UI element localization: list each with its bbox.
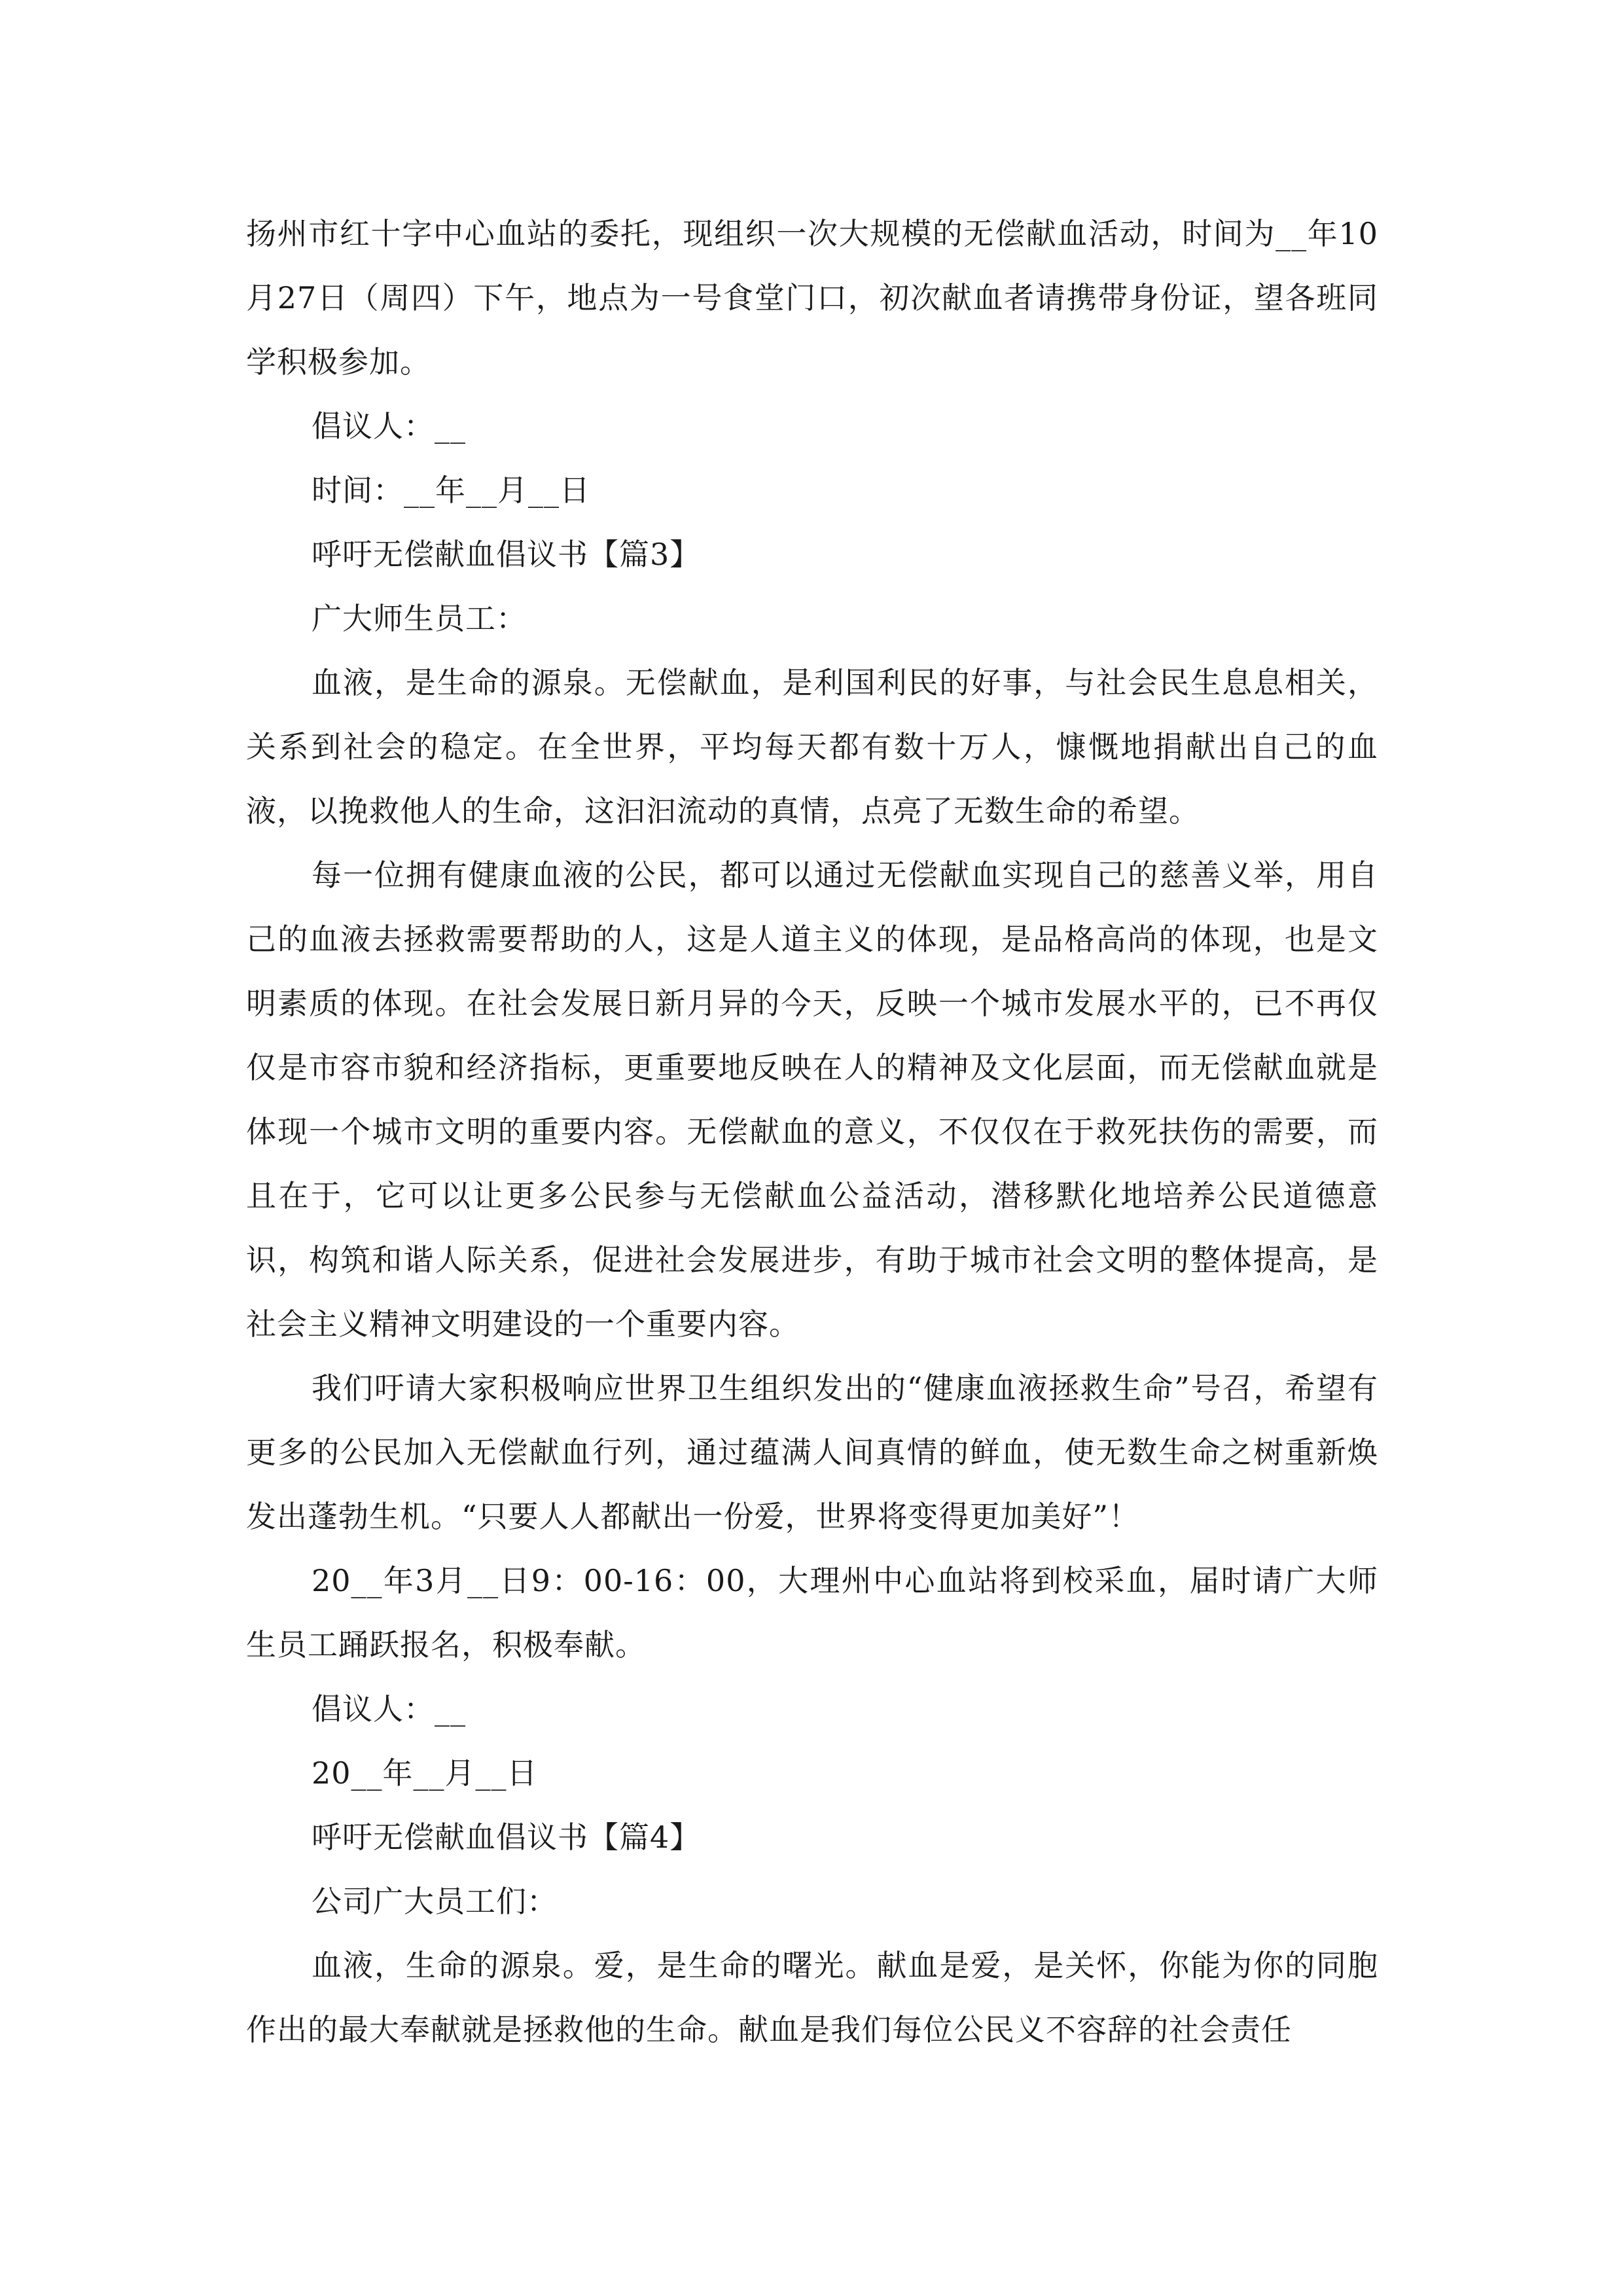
paragraph-continued-notice: 扬州市红十字中心血站的委托，现组织一次大规模的无偿献血活动，时间为__年10月27日（周四）下午，地点为一号食堂门口，初次献血者请携带身份证，望各班同学积极参加。 (246, 216, 1378, 380)
signature-initiator: 倡议人：__ (312, 408, 466, 444)
section-heading-3: 呼吁无偿献血倡议书【篇3】 (312, 537, 701, 572)
event-notice: 20__年3月__日9：00-16：00，大理州中心血站将到校采血，届时请广大师生员工踊跃报名，积极奉献。 (246, 1563, 1378, 1662)
section-heading-4: 呼吁无偿献血倡议书【篇4】 (312, 1820, 701, 1855)
body-paragraph: 血液，生命的源泉。爱，是生命的曙光。献血是爱，是关怀，你能为你的同胞作出的最大奉献就是拯救他的生命。献血是我们每位公民义不容辞的社会责任 (246, 1948, 1378, 2047)
salutation: 广大师生员工： (312, 601, 527, 636)
signature-date: 20__年__月__日 (312, 1755, 538, 1791)
signature-initiator: 倡议人：__ (312, 1691, 466, 1727)
salutation: 公司广大员工们： (312, 1884, 558, 1919)
body-paragraph: 血液，是生命的源泉。无偿献血，是利国利民的好事，与社会民生息息相关，关系到社会的稳定。在全世界，平均每天都有数十万人，慷慨地捐献出自己的血液，以挽救他人的生命，这汩汩流动的真情，点亮了无数生命的希望。 (246, 665, 1378, 829)
signature-date: 时间：__年__月__日 (312, 473, 590, 508)
body-paragraph: 我们吁请大家积极响应世界卫生组织发出的“健康血液拯救生命”号召，希望有更多的公民加入无偿献血行列，通过蕴满人间真情的鲜血，使无数生命之树重新焕发出蓬勃生机。“只要人人都献出一份爱，世界将变得更加美好”！ (246, 1371, 1378, 1534)
document-body (246, 202, 1378, 2062)
body-paragraph: 每一位拥有健康血液的公民，都可以通过无偿献血实现自己的慈善义举，用自己的血液去拯救需要帮助的人，这是人道主义的体现，是品格高尚的体现，也是文明素质的体现。在社会发展日新月异的今天，反映一个城市发展水平的，已不再仅仅是市容市貌和经济指标，更重要地反映在人的精神及文化层面，而无偿献血就是体现一个城市文明的重要内容。无偿献血的意义，不仅仅在于救死扶伤的需要，而且在于，它可以让更多公民参与无偿献血公益活动，潜移默化地培养公民道德意识，构筑和谐人际关系，促进社会发展进步，有助于城市社会文明的整体提高，是社会主义精神文明建设的一个重要内容。 (246, 857, 1378, 1342)
